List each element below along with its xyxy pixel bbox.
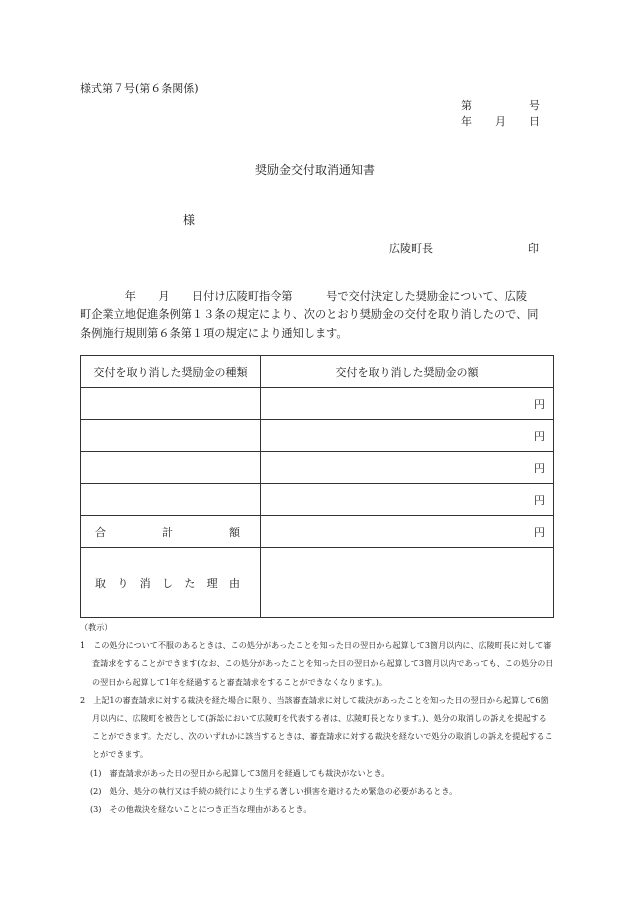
instruction-notes xyxy=(80,618,554,818)
form-number: 様式第７号(第６条関係) xyxy=(80,82,199,95)
header-amount: 交付を取り消した奨励金の額 xyxy=(261,356,554,388)
notes-heading: （教示） xyxy=(80,622,113,632)
amount-cell[interactable]: 円 xyxy=(261,388,554,420)
date-year: 年 xyxy=(461,115,472,128)
amount-cell[interactable]: 円 xyxy=(261,420,554,452)
reason-label xyxy=(81,548,261,618)
type-cell[interactable] xyxy=(81,420,261,452)
reason-char: り xyxy=(117,576,129,590)
table-row xyxy=(81,484,554,516)
reason-row xyxy=(81,548,554,618)
reason-char: 取 xyxy=(95,576,106,590)
total-char: 計 xyxy=(162,525,173,539)
note-item-1: 1 この処分について不服のあるときは、この処分があったことを知った日の翌日から起算して3箇月以内に、広陵町長に対して審査請求をすることができます(なお、この処分があったことを知った日の翌日から起算して3箇月以内であっても、この処分の日の翌日から起算して1年を経過すると審査請求をすることができなくなります。)。 xyxy=(80,640,554,687)
table-row xyxy=(81,420,554,452)
amount-cell[interactable]: 円 xyxy=(261,484,554,516)
document-number-prefix: 第 xyxy=(461,99,472,112)
reason-cell[interactable] xyxy=(261,548,554,618)
type-cell[interactable] xyxy=(81,388,261,420)
reason-char: 理 xyxy=(206,576,218,590)
type-cell[interactable] xyxy=(81,484,261,516)
total-char: 額 xyxy=(229,525,240,539)
table-row xyxy=(81,388,554,420)
reason-char: 由 xyxy=(228,576,240,590)
body-text xyxy=(80,288,554,343)
note-sub-3: (3) その他裁決を経ないことにつき正当な理由があるとき。 xyxy=(90,804,312,815)
body-line-1: 年 月 日付け広陵町指令第 号で交付決定した奨励金について、広陵 xyxy=(80,290,528,303)
note-item-2: 2 上記1の審査請求に対する裁決を経た場合に限り、当該審査請求に対して裁決があったことを知った日の翌日から起算して6箇月以内に、広陵町を被告として(訴訟において広陵町を代表する者は、広陵町長となります。)、処分の取消しの訴えを提起することができます。ただし、次のいずれかに該当するときは、審査請求に対する裁決を経ないで処分の取消しの訴えを提起することができます。 xyxy=(80,694,553,760)
body-line-3: 条例施行規則第６条第１項の規定により通知します。 xyxy=(80,326,348,340)
addressee-suffix: 様 xyxy=(183,213,196,227)
header-type: 交付を取り消した奨励金の種類 xyxy=(81,356,261,388)
body-line-2: 町企業立地促進条例第１３条の規定により、次のとおり奨励金の交付を取り消したので、同 xyxy=(80,308,539,322)
total-amount-cell[interactable]: 円 xyxy=(261,516,554,548)
reason-char: た xyxy=(184,576,196,590)
date-month: 月 xyxy=(495,115,506,128)
document-title: 奨励金交付取消通知書 xyxy=(254,163,375,177)
total-label xyxy=(81,516,261,548)
date-day: 日 xyxy=(529,115,540,128)
table-row xyxy=(81,452,554,484)
total-row xyxy=(81,516,554,548)
reason-char: し xyxy=(161,576,173,590)
seal-mark: 印 xyxy=(528,242,539,255)
total-char: 合 xyxy=(95,525,106,539)
amount-cell[interactable]: 円 xyxy=(261,452,554,484)
issuer-name: 広陵町長 xyxy=(389,242,433,255)
note-sub-2: (2) 処分、処分の執行又は手続の続行により生ずる著しい損害を避けるため緊急の必要があるとき。 xyxy=(90,785,458,796)
type-cell[interactable] xyxy=(81,452,261,484)
reason-char: 消 xyxy=(139,576,151,590)
document-number-suffix: 号 xyxy=(529,99,540,112)
table-header-row xyxy=(81,356,554,388)
note-sub-1: (1) 審査請求があった日の翌日から起算して3箇月を経過しても裁決がないとき。 xyxy=(90,767,390,778)
cancellation-table xyxy=(80,355,554,618)
